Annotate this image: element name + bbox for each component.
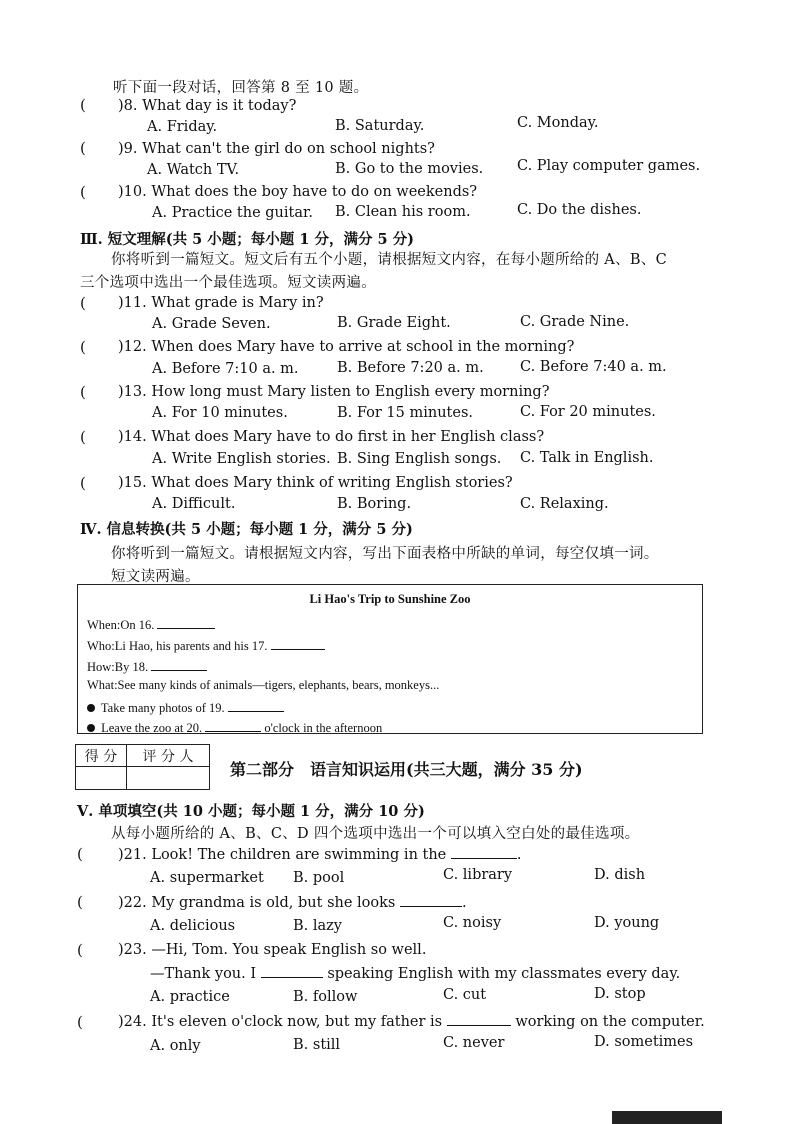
- answer-paren[interactable]: (: [80, 338, 86, 356]
- option-a: A. supermarket: [150, 870, 264, 886]
- option-a: A. delicious: [150, 918, 236, 934]
- stem-text-tail: speaking English with my classmates every day.: [327, 966, 681, 982]
- option-b: B. Boring.: [337, 496, 412, 512]
- option-b: B. still: [293, 1037, 341, 1053]
- when-label: When:On 16.: [87, 618, 155, 632]
- option-b: B. Saturday.: [335, 118, 425, 134]
- answer-paren[interactable]: (: [80, 383, 86, 401]
- question-stem: )8. What day is it today?: [118, 98, 297, 114]
- question-stem: )10. What does the boy have to do on weekends?: [118, 184, 478, 200]
- option-a: A. Friday.: [147, 119, 218, 135]
- option-c: C. noisy: [443, 915, 502, 931]
- answer-paren[interactable]: (: [80, 474, 86, 492]
- who-label: Who:Li Hao, his parents and his 17.: [87, 639, 268, 653]
- option-a: A. For 10 minutes.: [152, 405, 288, 421]
- table-row-what: [87, 678, 439, 693]
- stem-text: —Thank you. I: [150, 966, 257, 982]
- bullet-text-tail: o'clock in the afternoon: [264, 721, 383, 735]
- option-d: D. sometimes: [594, 1034, 694, 1050]
- option-a: A. only: [150, 1038, 201, 1054]
- option-c: C. Before 7:40 a. m.: [520, 359, 667, 375]
- option-b: B. Go to the movies.: [335, 161, 484, 177]
- answer-paren[interactable]: (: [80, 183, 86, 201]
- option-c: C. Monday.: [517, 115, 599, 131]
- answer-paren[interactable]: (: [77, 1013, 83, 1031]
- answer-paren[interactable]: (: [80, 96, 86, 114]
- question-stem: )15. What does Mary think of writing English stories?: [118, 475, 513, 491]
- option-a: A. Difficult.: [152, 496, 236, 512]
- option-c: C. Talk in English.: [520, 450, 654, 466]
- blank-19[interactable]: [228, 698, 284, 712]
- option-a: A. Write English stories.: [152, 451, 331, 467]
- question-stem: )12. When does Mary have to arrive at school in the morning?: [118, 339, 575, 355]
- option-b: B. Grade Eight.: [337, 315, 451, 331]
- answer-paren[interactable]: (: [80, 139, 86, 157]
- option-c: C. cut: [443, 987, 487, 1003]
- table-row-how: [87, 657, 207, 675]
- what-label: What:See many kinds of animals—tigers, elephants, bears, monkeys...: [87, 678, 440, 692]
- how-label: How:By 18.: [87, 660, 149, 674]
- section-heading: Ⅳ. 信息转换(共 5 小题；每小题 1 分，满分 5 分): [80, 521, 413, 538]
- stem-text-tail: working on the computer.: [515, 1014, 705, 1030]
- bullet-text: Take many photos of 19.: [100, 701, 225, 715]
- answer-blank[interactable]: [447, 1012, 511, 1026]
- option-a: A. Practice the guitar.: [152, 205, 313, 221]
- option-b: B. Before 7:20 a. m.: [337, 360, 484, 376]
- section-instruction: 你将听到一篇短文。短文后有五个小题，请根据短文内容，在每小题所给的 A、B、C: [111, 252, 668, 268]
- part-heading: 第二部分 语言知识运用(共三大题，满分 35 分): [230, 760, 583, 779]
- question-stem: [118, 845, 522, 864]
- option-d: D. stop: [594, 986, 646, 1002]
- answer-paren[interactable]: (: [80, 294, 86, 312]
- table-row-bullet-2: [87, 718, 382, 736]
- grader-cell[interactable]: [127, 767, 210, 790]
- answer-paren[interactable]: (: [77, 893, 83, 911]
- page-corner-mark: [612, 1111, 722, 1124]
- question-stem: )11. What grade is Mary in?: [118, 295, 324, 311]
- score-table: [75, 744, 210, 790]
- option-c: C. Relaxing.: [520, 496, 609, 512]
- option-b: B. lazy: [293, 918, 342, 934]
- section-instruction: 你将听到一篇短文。请根据短文内容，写出下面表格中所缺的单词，每空仅填一词。: [111, 546, 659, 562]
- option-b: B. follow: [293, 989, 358, 1005]
- stem-end: .: [461, 895, 467, 911]
- answer-paren[interactable]: (: [77, 941, 83, 959]
- question-stem: )23. —Hi, Tom. You speak English so well.: [118, 942, 427, 958]
- bullet-icon: [87, 724, 95, 732]
- score-header: 得 分: [76, 745, 127, 767]
- section-heading: Ⅲ. 短文理解(共 5 小题；每小题 1 分，满分 5 分): [80, 231, 415, 248]
- option-c: C. Do the dishes.: [517, 202, 642, 218]
- option-d: D. young: [594, 915, 660, 931]
- grader-header: 评 分 人: [127, 745, 210, 767]
- table-title: Li Hao's Trip to Sunshine Zoo: [309, 592, 471, 606]
- option-a: A. Before 7:10 a. m.: [152, 361, 299, 377]
- answer-paren[interactable]: (: [77, 845, 83, 863]
- section-heading: Ⅴ. 单项填空(共 10 小题；每小题 1 分，满分 10 分): [77, 803, 425, 820]
- stem-text: )22. My grandma is old, but she looks: [118, 895, 396, 911]
- dialogue-instruction: 听下面一段对话，回答第 8 至 10 题。: [113, 80, 369, 96]
- blank-20[interactable]: [205, 718, 261, 732]
- option-b: B. Clean his room.: [335, 204, 471, 220]
- answer-blank[interactable]: [400, 893, 462, 907]
- option-c: C. library: [443, 867, 513, 883]
- option-b: B. For 15 minutes.: [337, 405, 473, 421]
- section-instruction: 短文读两遍。: [111, 569, 200, 585]
- stem-text: )24. It's eleven o'clock now, but my father is: [118, 1014, 443, 1030]
- option-a: A. Grade Seven.: [152, 316, 271, 332]
- question-stem: [118, 1012, 705, 1031]
- option-d: D. dish: [594, 867, 646, 883]
- bullet-icon: [87, 704, 95, 712]
- answer-paren[interactable]: (: [80, 428, 86, 446]
- section-instruction: 从每小题所给的 A、B、C、D 四个选项中选出一个可以填入空白处的最佳选项。: [111, 826, 640, 842]
- question-stem: [118, 893, 467, 912]
- blank-17[interactable]: [271, 636, 325, 650]
- stem-end: .: [516, 847, 522, 863]
- score-cell[interactable]: [76, 767, 127, 790]
- section-instruction: 三个选项中选出一个最佳选项。短文读两遍。: [80, 275, 376, 291]
- option-a: A. practice: [150, 989, 230, 1005]
- table-row-bullet-1: [87, 698, 284, 716]
- question-stem: )9. What can't the girl do on school nights?: [118, 141, 435, 157]
- blank-16[interactable]: [157, 615, 215, 629]
- option-c: C. never: [443, 1035, 505, 1051]
- blank-18[interactable]: [151, 657, 207, 671]
- option-a: A. Watch TV.: [147, 162, 240, 178]
- stem-text: )21. Look! The children are swimming in the: [118, 847, 447, 863]
- table-row-when: [87, 615, 215, 633]
- info-table: [77, 584, 703, 734]
- table-row-who: [87, 636, 325, 654]
- option-c: C. For 20 minutes.: [520, 404, 656, 420]
- question-stem: )13. How long must Mary listen to English every morning?: [118, 384, 550, 400]
- option-b: B. Sing English songs.: [337, 451, 502, 467]
- answer-blank[interactable]: [451, 845, 517, 859]
- question-stem: )14. What does Mary have to do first in her English class?: [118, 429, 545, 445]
- option-b: B. pool: [293, 870, 345, 886]
- answer-blank[interactable]: [261, 964, 323, 978]
- option-c: C. Grade Nine.: [520, 314, 630, 330]
- bullet-text: Leave the zoo at 20.: [101, 721, 203, 735]
- option-c: C. Play computer games.: [517, 158, 701, 174]
- question-stem-line-2: [150, 964, 680, 983]
